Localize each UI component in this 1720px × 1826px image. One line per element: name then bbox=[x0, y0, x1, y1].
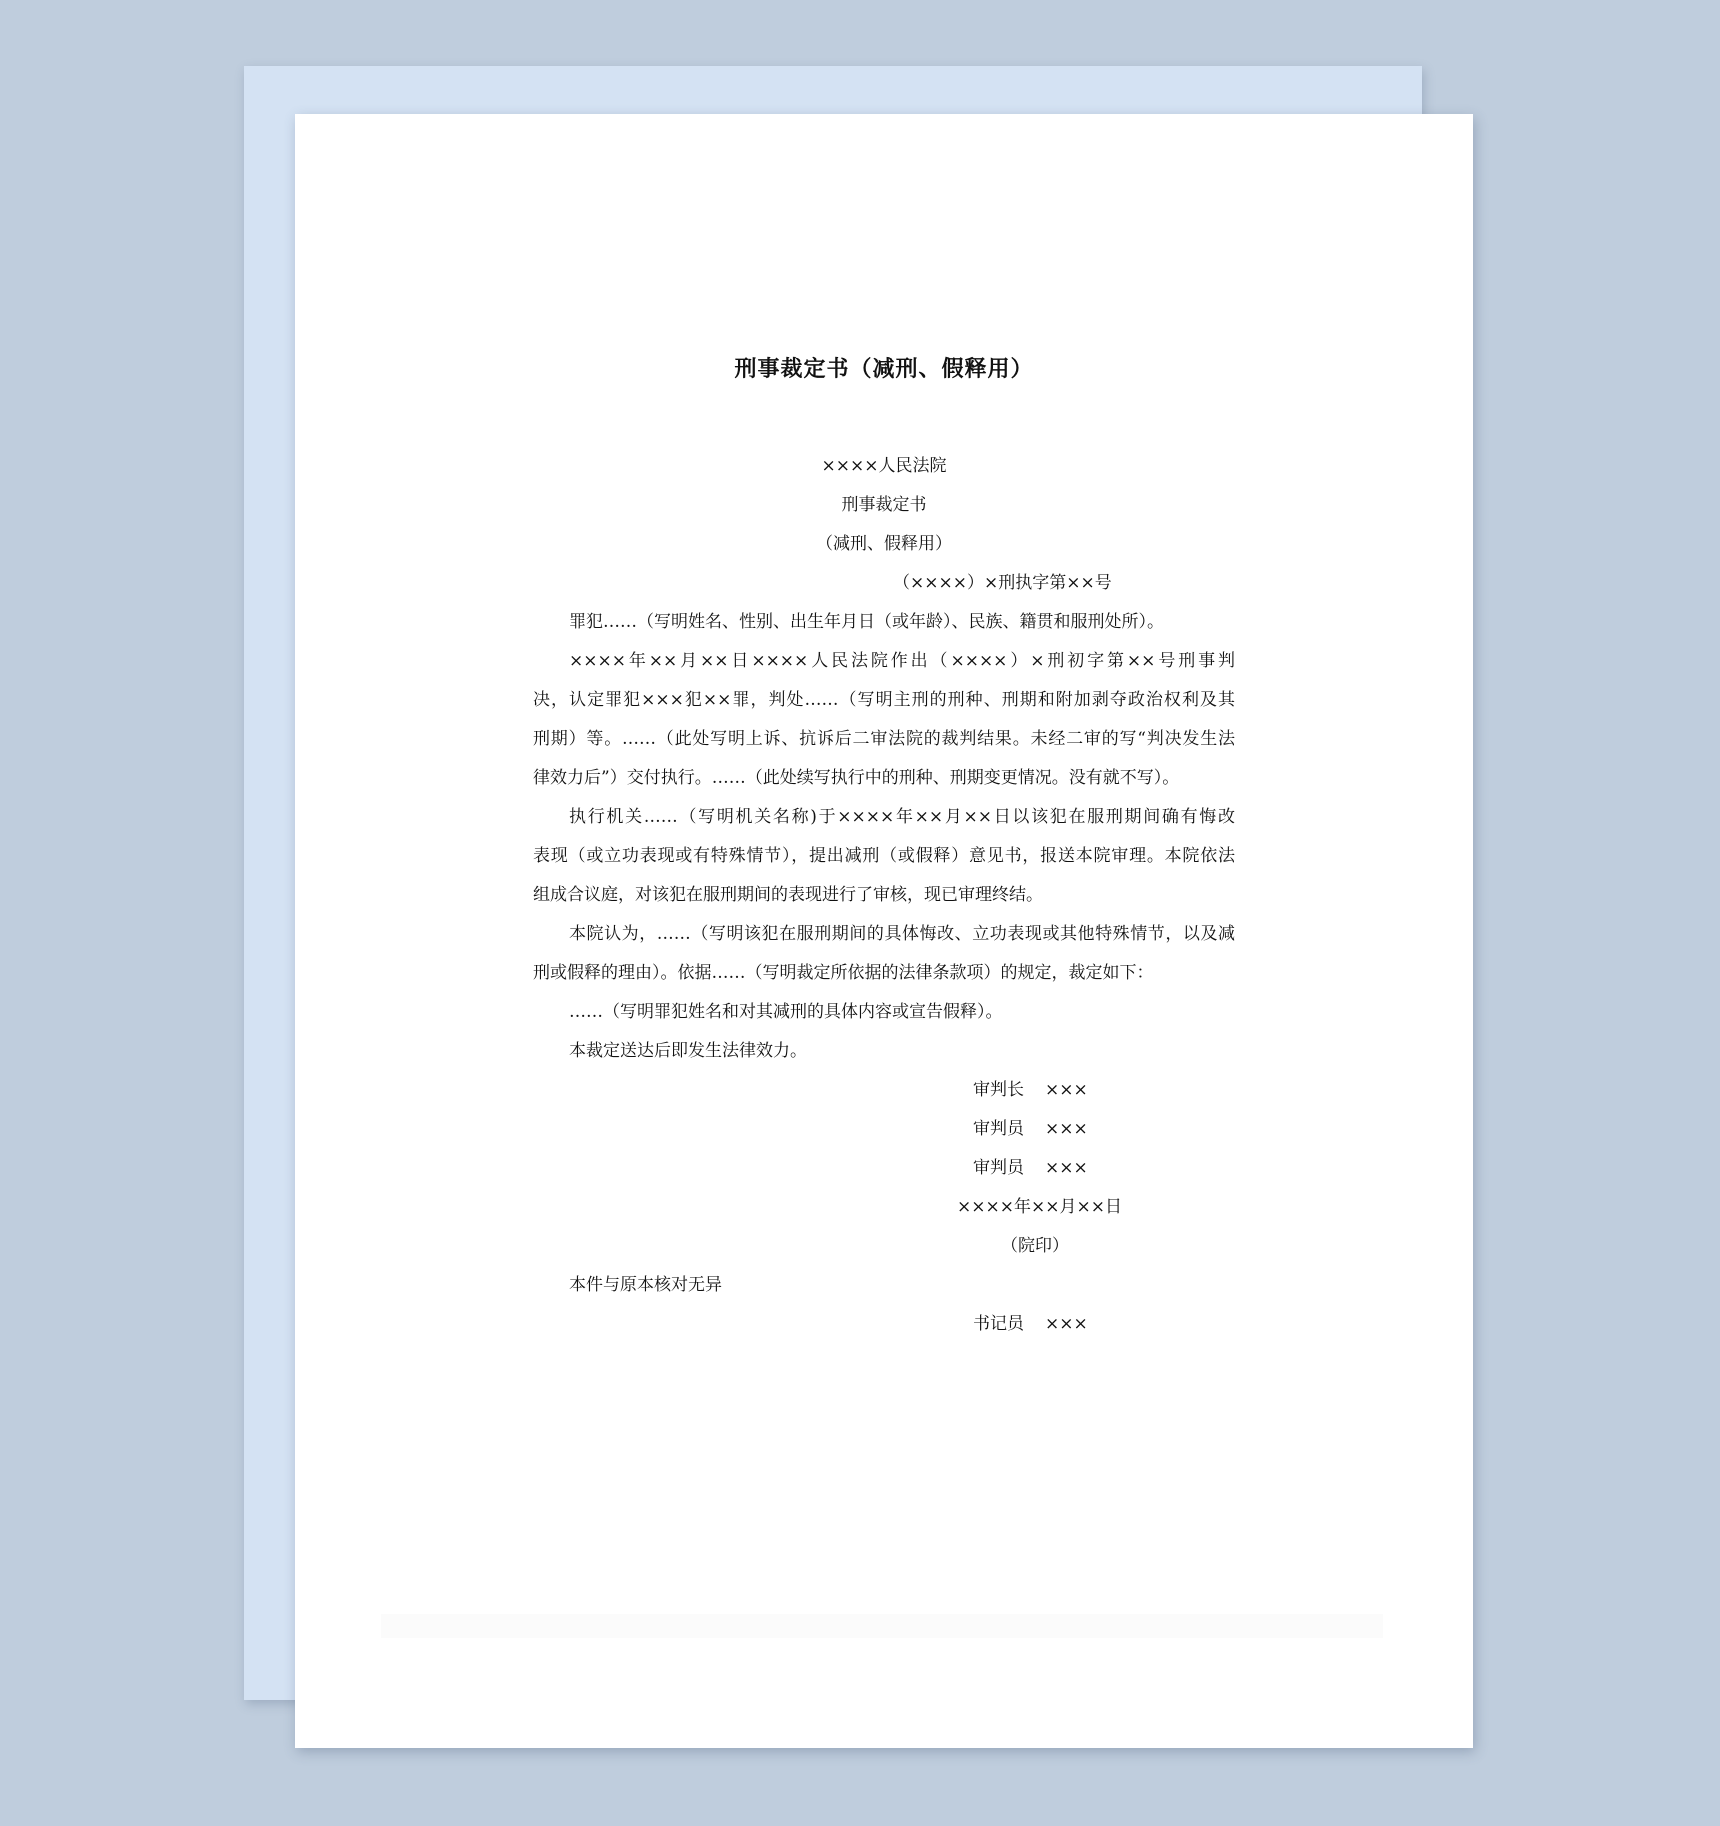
verification-note: 本件与原本核对无异 bbox=[569, 1275, 722, 1295]
signature-role: 审判员 bbox=[973, 1158, 1024, 1178]
paragraph-line: 刑或假释的理由）。依据……（写明裁定所依据的法律条款项）的规定，裁定如下： bbox=[533, 963, 1154, 983]
document-subtitle: （减刑、假释用） bbox=[816, 534, 952, 554]
paragraph-line: 罪犯……（写明姓名、性别、出生年月日（或年龄）、民族、籍贯和服刑处所）。 bbox=[569, 612, 1164, 632]
paragraph-line: 执行机关……（写明机关名称)于××××年××月××日以该犯在服刑期间确有悔改 bbox=[569, 807, 1235, 827]
effect-line: 本裁定送达后即发生法律效力。 bbox=[569, 1041, 807, 1061]
signature-clerk bbox=[973, 1305, 1088, 1344]
paragraph-line: 本院认为，……（写明该犯在服刑期间的具体悔改、立功表现或其他特殊情节，以及减 bbox=[569, 924, 1235, 944]
document-title: 刑事裁定书（减刑、假释用） bbox=[734, 356, 1034, 382]
paragraph-line: 刑期）等。……（此处写明上诉、抗诉后二审法院的裁判结果。未经二审的写“判决发生法 bbox=[533, 729, 1235, 749]
paragraph-line: 组成合议庭，对该犯在服刑期间的表现进行了审核，现已审理终结。 bbox=[533, 885, 1043, 905]
signature-role: 审判长 bbox=[973, 1080, 1024, 1100]
signature-judge bbox=[973, 1149, 1088, 1188]
signature-name: ××× bbox=[1045, 1314, 1088, 1334]
paragraph-line: 表现（或立功表现或有特殊情节），提出减刑（或假释）意见书，报送本院审理。本院依法 bbox=[533, 846, 1235, 866]
page-footer-band bbox=[381, 1614, 1383, 1638]
paragraph-line: 律效力后”）交付执行。……（此处续写执行中的刑种、刑期变更情况。没有就不写）。 bbox=[533, 768, 1180, 788]
ruling-date: ××××年××月××日 bbox=[957, 1197, 1122, 1217]
signature-role: 审判员 bbox=[973, 1119, 1024, 1139]
signature-role: 书记员 bbox=[973, 1314, 1024, 1334]
signature-name: ××× bbox=[1045, 1158, 1088, 1178]
case-number: （××××）×刑执字第××号 bbox=[893, 573, 1112, 593]
signature-judge bbox=[973, 1110, 1088, 1149]
paragraph-line: 决，认定罪犯×××犯××罪，判处……（写明主刑的刑种、刑期和附加剥夺政治权利及其 bbox=[533, 690, 1235, 710]
court-name: ××××人民法院 bbox=[821, 456, 947, 476]
paragraph-line: ××××年××月××日××××人民法院作出（××××）×刑初字第××号刑事判 bbox=[569, 651, 1235, 671]
document-page bbox=[295, 114, 1473, 1748]
document-type: 刑事裁定书 bbox=[841, 495, 927, 515]
ruling-line: ……（写明罪犯姓名和对其减刑的具体内容或宣告假释）。 bbox=[569, 1002, 1003, 1022]
signature-name: ××× bbox=[1045, 1119, 1088, 1139]
court-seal: （院印） bbox=[1001, 1236, 1069, 1256]
signature-presiding-judge bbox=[973, 1071, 1088, 1110]
signature-name: ××× bbox=[1045, 1080, 1088, 1100]
